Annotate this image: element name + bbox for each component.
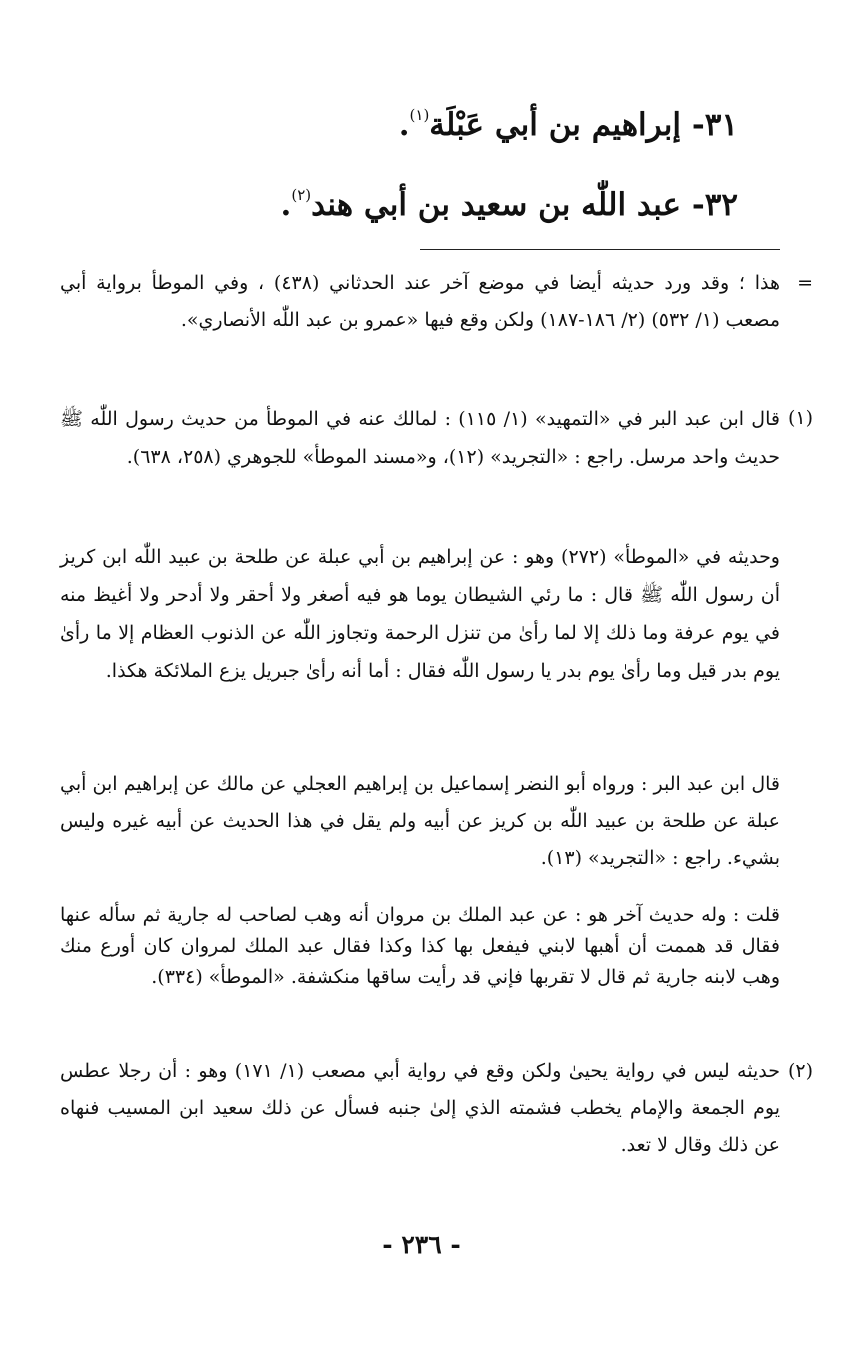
footnote-1-paragraph-2: وحديثه في «الموطأ» (٢٧٢) وهو : عن إبراهيم بن أبي عبلة عن طلحة بن عبيد اللّٰه ابن كريز أن رسول اللّٰه ﷺ قال : ما رئي الشيطان يوما هو فيه أصغر ولا أحقر ولا أدحر ولا أغيظ منه في يوم عرفة وما ذلك إلا لما رأىٰ من تنزل الرحمة وتجاوز اللّٰه عن الذنوب العظام إلا ما رأىٰ يوم بدر قيل وما رأىٰ يوم بدر يا رسول اللّٰه فقال : أما أنه رأىٰ جبريل يزع الملائكة هكذا. [60, 546, 780, 682]
footnote-separator [420, 249, 780, 250]
entry-end: . [280, 187, 292, 223]
footnote-ref: (١) [409, 106, 430, 124]
entry-number: ٣١- [691, 107, 738, 143]
footnote-2: حديثه ليس في رواية يحيىٰ ولكن وقع في رواية أبي مصعب (١/ ١٧١) وهو : أن رجلا عطس يوم الجمعة والإمام يخطب فشمته الذي إلىٰ جنبه فسأل عن ذلك سعيد ابن المسيب فنهاه عن ذلك وقال لا تعد. [60, 1060, 780, 1156]
footnote-ref: (٢) [291, 186, 312, 204]
page-number: - ٢٣٦ - [382, 1230, 461, 1259]
continuation-marker: = [797, 272, 813, 294]
entry-number: ٣٢- [691, 187, 738, 223]
footnote-1-paragraph-4: قلت : وله حديث آخر هو : عن عبد الملك بن مروان أنه وهب لصاحب له جارية ثم سأله عنها فقال قد هممت أن أهبها لابني فيفعل بها كذا وكذا فقال عبد الملك لمروان كان أورع منك وهب لابنه جارية ثم قال لا تقربها فإني قد رأيت ساقها منكشفة. «الموطأ» (٣٣٤). [60, 904, 780, 988]
footnote-2-marker: (٢) [787, 1060, 813, 1082]
entry-name: إبراهيم بن أبي عَبْلَة [429, 107, 682, 143]
entry-name: عبد اللّٰه بن سعيد بن أبي هند [311, 187, 682, 223]
entry-31 [399, 105, 738, 145]
entry-32 [281, 185, 738, 225]
footnote-1-paragraph-3: قال ابن عبد البر : ورواه أبو النضر إسماعيل بن إبراهيم العجلي عن مالك عن إبراهيم ابن أبي عبلة عن طلحة بن عبيد اللّٰه بن كريز عن أبيه ولم يقل في هذا الحديث عن أبيه غيره وليس بشيء. راجع : «التجريد» (١٣). [60, 773, 780, 869]
entry-end: . [398, 107, 410, 143]
footnote-1-marker: (١) [787, 407, 813, 429]
footnote-1-paragraph-1: قال ابن عبد البر في «التمهيد» (١/ ١١٥) : لمالك عنه في الموطأ من حديث رسول اللّٰه ﷺ حديث واحد مرسل. راجع : «التجريد» (١٢)، و«مسند الموطأ» للجوهري (٢٥٨، ٦٣٨). [60, 408, 780, 468]
footnote-continuation: هذا ؛ وقد ورد حديثه أيضا في موضع آخر عند الحدثاني (٤٣٨) ، وفي الموطأ برواية أبي مصعب (١/ ٥٣٢) (٢/ ١٨٦-١٨٧) ولكن وقع فيها «عمرو بن عبد اللّٰه الأنصاري». [60, 272, 780, 331]
